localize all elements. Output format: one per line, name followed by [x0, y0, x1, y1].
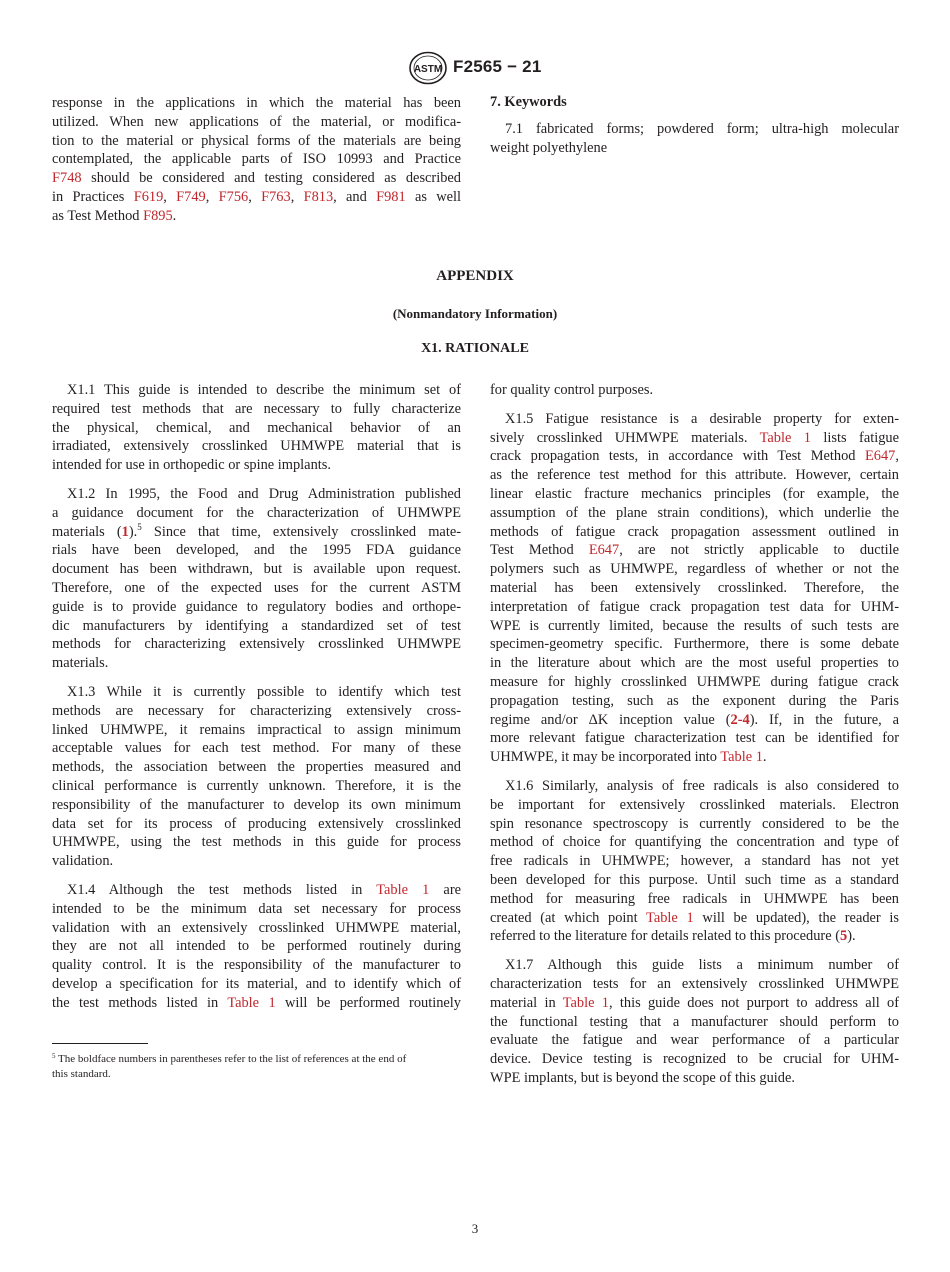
text-line: assumption of the plane strain conditions), which underlie the [490, 504, 899, 521]
paragraph-x1-1 [52, 381, 461, 475]
link-f749[interactable]: F749 [176, 188, 206, 205]
paragraph-x1-7 [490, 956, 899, 1088]
text-fragment: , [205, 188, 219, 205]
text-line: document has been withdrawn, but is available upon request. [52, 561, 461, 578]
text-line: 7.1 fabricated forms; powdered form; ultra-high molecular [505, 121, 899, 137]
footnote-text: this standard. [52, 1068, 111, 1080]
text-fragment: referred to the literature for details related to this procedure ( [490, 928, 841, 945]
reference-link-2-4[interactable]: 2-4 [730, 711, 750, 728]
text-line [52, 523, 461, 542]
footnote-marker: 5 [137, 521, 142, 532]
text-line: specimen-geometry specific. Furthermore, there is some debate [490, 636, 899, 653]
document-id: F2565 − 21 [453, 57, 542, 76]
text-fragment: ). [847, 928, 856, 945]
text-line: rials have been developed, and the 1995 FDA guidance [52, 542, 461, 559]
text-fragment: Since that time, extensively crosslinked mate- [141, 523, 461, 540]
text-line: weight polyethylene [490, 139, 608, 156]
link-f813[interactable]: F813 [303, 188, 334, 205]
text-line: polymers such as UHMWPE, regardless of whether or not the [490, 561, 899, 578]
text-line: material has been extensively crosslinked. Therefore, the [490, 579, 899, 596]
text-fragment: , [895, 448, 899, 465]
text-line: data set for its process of producing extensively crosslinked [52, 815, 461, 832]
text-fragment: should be considered and testing considered as described [81, 170, 461, 187]
paragraph-x1-4-continued [490, 381, 899, 400]
text-line [490, 711, 899, 730]
text-line: a guidance document for the characterization of UHMWPE [52, 504, 461, 521]
text-fragment: in Practices [52, 188, 134, 205]
text-fragment: . [762, 749, 767, 766]
text-line: propagation testing, such as the exponent during the Paris [490, 692, 899, 709]
footnote-5 [52, 1052, 461, 1082]
text-fragment: , are not strictly applicable to ductile [619, 542, 900, 559]
text-line [490, 429, 899, 448]
text-fragment: UHMWPE, it may be incorporated into [490, 749, 721, 766]
text-fragment: crack propagation tests, in accordance with Test Method [490, 448, 865, 465]
text-line: evaluate the fatigue and wear performance of a particular [490, 1032, 899, 1049]
text-line: methods, the association between the properties measured and [52, 759, 461, 776]
text-fragment: regime and/or ΔK inception value ( [490, 711, 731, 728]
link-e647[interactable]: E647 [588, 542, 620, 559]
table-1-link[interactable]: Table 1 [227, 994, 276, 1011]
text-line: irradiated, extensively crosslinked UHMWPE material that is [52, 438, 461, 455]
text-line: be important for extensively crosslinked materials. Electron [490, 796, 899, 813]
reference-link-5[interactable]: 5 [840, 928, 848, 945]
footnote-divider [52, 1043, 148, 1044]
link-f756[interactable]: F756 [218, 188, 249, 205]
text-fragment: ). [128, 523, 138, 540]
text-fragment: materials ( [52, 523, 122, 540]
text-line: measure for highly crosslinked UHMWPE during fatigue crack [490, 673, 899, 690]
text-line: the physical, chemical, and mechanical behavior of an [52, 419, 461, 436]
reference-link-1[interactable]: 1 [121, 523, 129, 540]
text-line: contemplated, the applicable parts of ISO 10993 and Practice [52, 151, 461, 168]
text-line: Therefore, one of the expected uses for the current ASTM [52, 579, 461, 596]
text-line: X1.2 In 1995, the Food and Drug Administration published [67, 485, 461, 502]
text-line: methods for characterizing extensively crosslinked UHMWPE [52, 636, 461, 653]
text-line [490, 748, 899, 767]
text-line: tion to the material or physical forms of the materials are being [52, 132, 461, 149]
link-f619[interactable]: F619 [133, 188, 164, 205]
link-f763[interactable]: F763 [261, 188, 291, 205]
text-line: as the reference test method for this attribute. However, certain [490, 467, 899, 484]
text-line: quality control. It is the responsibility of the manufacturer to [52, 957, 461, 974]
text-fragment: are [429, 881, 461, 898]
text-fragment: will be updated), the reader is [693, 909, 900, 926]
text-line [490, 994, 899, 1013]
text-fragment: X1.4 Although the test methods listed in [67, 881, 377, 898]
text-line: X1.7 Although this guide lists a minimum number of [505, 957, 899, 974]
paragraph-x1-2 [52, 485, 461, 673]
text-line [490, 927, 899, 946]
table-1-link[interactable]: Table 1 [720, 749, 763, 766]
text-line: interpretation of fatigue crack propagation test data for UHM- [490, 598, 899, 615]
text-line: dic manufacturers by identifying a standardized set of test [52, 617, 461, 634]
text-line: for quality control purposes. [490, 382, 654, 398]
text-line: required test methods that are necessary to fully characterize [52, 400, 461, 417]
text-fragment: will be performed routinely [275, 994, 461, 1011]
text-line [52, 881, 461, 900]
footnote-marker: 5 [52, 1052, 56, 1060]
text-fragment: as well [405, 188, 461, 205]
table-1-link[interactable]: Table 1 [562, 994, 609, 1011]
text-line [52, 188, 461, 207]
text-fragment: material in [490, 994, 563, 1011]
text-line [490, 541, 899, 560]
text-line: X1.1 This guide is intended to describe the minimum set of [67, 382, 461, 398]
text-line: they are not all intended to be performed routinely during [52, 938, 461, 955]
text-fragment: . [172, 207, 177, 224]
text-line: clinical performance is currently unknown. Therefore, it is the [52, 777, 461, 794]
appendix-subtitle: (Nonmandatory Information) [392, 306, 558, 321]
text-fragment: , this guide does not purport to address all of [608, 994, 899, 1011]
paragraph-x1-6 [490, 777, 899, 946]
text-line: method for measuring free radicals in UHMWPE has been [490, 890, 899, 907]
text-fragment: Test Method [490, 542, 589, 559]
footnote-text: The boldface numbers in parentheses refer to the list of references at the end of [55, 1053, 407, 1065]
text-line: intended to be the minimum data set necessary for process [52, 900, 461, 917]
right-column [490, 381, 899, 1098]
text-line: X1.5 Fatigue resistance is a desirable property for exten- [505, 410, 899, 427]
text-line: the functional testing that a manufacturer should perform to [490, 1013, 899, 1030]
text-fragment: , [248, 188, 262, 205]
page-number: 3 [471, 1221, 479, 1236]
text-line: validation. [52, 853, 114, 870]
text-line: device. Device testing is recognized to be crucial for UHM- [490, 1051, 899, 1068]
text-line: methods of fatigue crack propagation assessment outlined in [490, 523, 899, 540]
svg-text:ASTM: ASTM [413, 64, 443, 75]
text-line: guide is to provide guidance to regulatory bodies and orthope- [52, 598, 461, 615]
text-line: validation with an extensively crosslinked UHMWPE material, [52, 919, 461, 936]
text-line: utilized. When new applications of the material, or modifica- [52, 113, 461, 130]
text-line: characterization tests for an extensively crosslinked UHMWPE [490, 975, 899, 992]
text-line [52, 994, 461, 1013]
link-e647[interactable]: E647 [865, 448, 896, 465]
text-fragment: , and [333, 188, 377, 205]
left-column [52, 381, 461, 1023]
text-line: response in the applications in which the material has been [52, 95, 461, 111]
text-line: responsibility of the manufacturer to develop its own minimum [52, 796, 461, 813]
text-fragment: the test methods listed in [52, 994, 228, 1011]
text-fragment: lists fatigue [811, 429, 899, 446]
keywords-paragraph [490, 120, 899, 158]
page-header [0, 51, 950, 85]
text-line: X1.6 Similarly, analysis of free radicals is also considered to [505, 777, 899, 794]
section-x1-title: X1. RATIONALE [421, 341, 529, 356]
text-line: WPE is currently limited, because the results of such tests are [490, 617, 899, 634]
text-line: more relevant fatigue characterization test can be identified for [490, 730, 899, 747]
text-line: X1.3 While it is currently possible to identify which test [67, 683, 461, 700]
text-fragment: , [290, 188, 304, 205]
text-line: acceptable values for each test method. For many of these [52, 740, 461, 757]
text-line: free radicals in UHMWPE; however, a standard has not yet [490, 853, 899, 870]
text-line: linked UHMWPE, it remains impractical to assign minimum [52, 721, 461, 738]
text-line: WPE implants, but is beyond the scope of this guide. [490, 1069, 795, 1086]
text-line: materials. [52, 655, 109, 672]
paragraph-x1-3 [52, 683, 461, 871]
paragraph-x1-5 [490, 410, 899, 767]
text-line: method of choice for quantifying the concentration and type of [490, 834, 899, 851]
text-line: spin resonance spectroscopy is currently considered to be the [490, 815, 899, 832]
table-1-link[interactable]: Table 1 [376, 881, 430, 898]
text-line: UHMWPE, using the test methods in this guide for process [52, 834, 461, 851]
section-7-title: 7. Keywords [490, 94, 567, 110]
astm-logo-icon [408, 51, 448, 85]
text-line [52, 207, 461, 226]
text-line [490, 447, 899, 466]
text-fragment: as Test Method [52, 207, 144, 224]
link-f981[interactable]: F981 [376, 188, 406, 205]
table-1-link[interactable]: Table 1 [759, 429, 811, 446]
text-line: in the literature about which are the most useful properties to [490, 655, 899, 672]
continuation-text [52, 94, 461, 226]
text-line: been developed for this purpose. Until such time as a standard [490, 871, 899, 888]
text-line: intended for use in orthopedic or spine implants. [52, 457, 331, 474]
appendix-title: APPENDIX [436, 268, 514, 284]
text-line [490, 909, 899, 928]
text-line: develop a specification for its material, and to identify which of [52, 975, 461, 992]
text-fragment: , [163, 188, 177, 205]
text-fragment: created (at which point [490, 909, 647, 926]
table-1-link[interactable]: Table 1 [646, 909, 694, 926]
link-f748[interactable]: F748 [52, 170, 82, 187]
paragraph-x1-4 [52, 881, 461, 1013]
text-line: methods are necessary for characterizing extensively cross- [52, 702, 461, 719]
text-line: linear elastic fracture mechanics principles (for example, the [490, 485, 899, 502]
link-f895[interactable]: F895 [143, 207, 173, 224]
text-fragment: sively crosslinked UHMWPE materials. [490, 429, 760, 446]
text-line [52, 169, 461, 188]
text-fragment: ). If, in the future, a [749, 711, 900, 728]
